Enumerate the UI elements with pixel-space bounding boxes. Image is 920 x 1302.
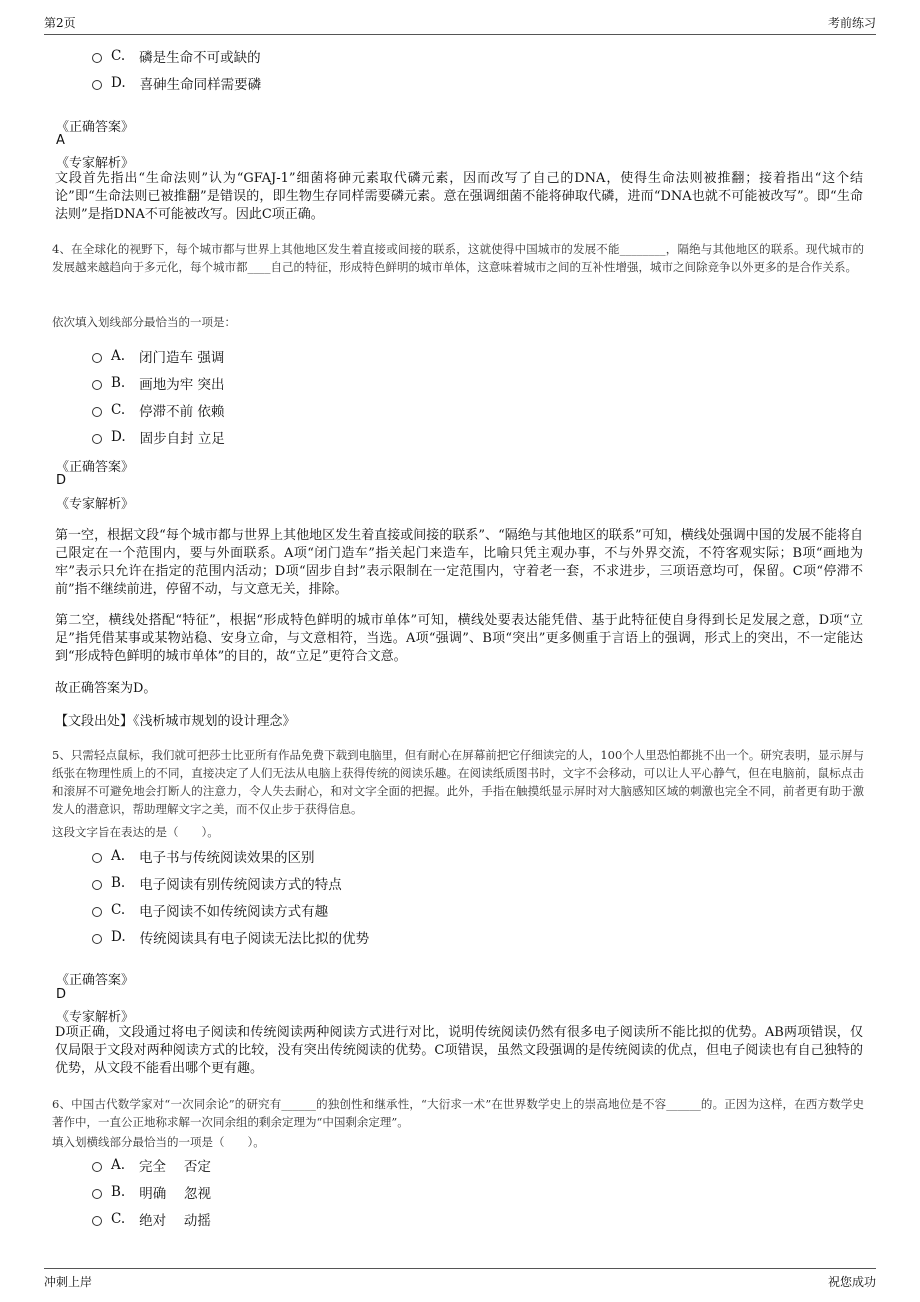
option-label: A. — [111, 1157, 126, 1173]
source-tag: 【文段出处】 — [55, 714, 134, 729]
q5-option-a[interactable] — [92, 846, 315, 866]
page-number: 第2页 — [44, 16, 76, 30]
q4-answer-title: 《正确答案》 — [56, 460, 135, 475]
q6-prompt: 填入划横线部分最恰当的一项是（ ）。 — [52, 1135, 265, 1149]
option-label: D. — [111, 429, 126, 445]
option-text: 固步自封 立足 — [139, 431, 225, 447]
option-text: 画地为牢 突出 — [139, 377, 225, 393]
q3-option-d[interactable] — [92, 73, 261, 93]
q4-option-b[interactable] — [92, 373, 225, 393]
option-text: 喜砷生命同样需要磷 — [139, 77, 262, 93]
radio-icon[interactable] — [92, 1216, 102, 1226]
q6-option-c[interactable] — [92, 1209, 211, 1229]
q4-stem: 4、在全球化的视野下，每个城市都与世界上其他地区发生着直接或间接的联系，这就使得中国城市的发展不能________，隔绝与其他地区的联系。现代城市的发展越来越趋向于多元化，每个城市都____自己的特征，形成特色鲜明的城市单体，这意味着城市之间的互补性增强，城市之间除竞争以外更多的是合作关系。 — [52, 242, 864, 274]
q4-source — [55, 713, 863, 731]
option-label: C. — [111, 48, 126, 64]
q4-analysis-p2: 第二空，横线处搭配“特征”，根据“形成特色鲜明的城市单体”可知，横线处要表达能凭借、基于此特征使自身得到长足发展之意，D项“立足”指凭借某事或某物站稳、安身立命，与文意相符，当选。A项“强调”、B项“突出”更多侧重于言语上的强调，形式上的突出，不一定能达到“形成特色鲜明的城市单体”的目的，故“立足”更符合文意。 — [55, 613, 863, 664]
q5-answer-title: 《正确答案》 — [56, 973, 135, 988]
q4-option-d[interactable] — [92, 427, 225, 447]
page-footer — [44, 1268, 876, 1293]
q4-prompt: 依次填入划线部分最恰当的一项是： — [52, 315, 236, 329]
radio-icon[interactable] — [92, 1162, 102, 1172]
radio-icon[interactable] — [92, 434, 102, 444]
radio-icon[interactable] — [92, 853, 102, 863]
q6-stem: 6、中国古代数学家对“一次同余论”的研究有______的独创性和继承性，“大衍求一术”在世界数学史上的崇高地位是不容______的。正因为这样，在西方数学史著作中，一直公正地称求解一次同余组的剩余定理为“中国剩余定理”。 — [52, 1097, 864, 1129]
page-header — [44, 12, 876, 35]
option-text: 绝对 动摇 — [139, 1213, 211, 1229]
footer-left: 冲刺上岸 — [44, 1275, 93, 1289]
q3-answer-title: 《正确答案》 — [56, 120, 135, 135]
q6-option-b[interactable] — [92, 1182, 211, 1202]
option-text: 电子书与传统阅读效果的区别 — [139, 850, 315, 866]
source-text: 《浅析城市规划的设计理念》 — [133, 714, 296, 729]
q5-analysis: D项正确，文段通过将电子阅读和传统阅读两种阅读方式进行对比，说明传统阅读仍然有很多电子阅读所不能比拟的优势。AB两项错误，仅仅局限于文段对两种阅读方式的比较，没有突出传统阅读的优势。C项错误，虽然文段强调的是传统阅读的优点，但电子阅读也有自己独特的优势，从文段不能看出哪个更有趣。 — [55, 1025, 863, 1076]
option-label: C. — [111, 902, 126, 918]
q5-option-d[interactable] — [92, 927, 369, 947]
radio-icon[interactable] — [92, 907, 102, 917]
q4-option-a[interactable] — [92, 346, 224, 366]
option-text: 磷是生命不可或缺的 — [139, 50, 261, 66]
q5-prompt: 这段文字旨在表达的是（ ）。 — [52, 825, 219, 839]
option-text: 闭门造车 强调 — [139, 350, 225, 366]
option-label: B. — [111, 875, 126, 891]
q5-analysis-title: 《专家解析》 — [56, 1010, 135, 1025]
radio-icon[interactable] — [92, 353, 102, 363]
q4-analysis-title: 《专家解析》 — [56, 497, 135, 512]
option-label: B. — [111, 375, 126, 391]
q4-answer: D — [56, 473, 67, 488]
radio-icon[interactable] — [92, 934, 102, 944]
q5-stem: 5、只需轻点鼠标，我们就可把莎士比亚所有作品免费下载到电脑里，但有耐心在屏幕前把它仔细读完的人，100个人里恐怕都挑不出一个。研究表明，显示屏与纸张在物理性质上的不同，直接决定了人们无法从电脑上获得传统的阅读乐趣。在阅读纸质图书时，文字不会移动，可以让人平心静气，但在电脑前，鼠标点击和滚屏不可避免地会打断人的注意力，令人失去耐心，和对文字全面的把握。此外，手指在触摸纸显示屏时对大脑感知区域的刺激也完全不同，前者更有助于激发人的潜意识，帮助理解文字之美，而不仅止步于获得信息。 — [52, 748, 864, 816]
footer-right: 祝您成功 — [827, 1275, 876, 1289]
option-text: 停滞不前 依赖 — [139, 404, 225, 420]
radio-icon[interactable] — [92, 80, 102, 90]
radio-icon[interactable] — [92, 880, 102, 890]
option-label: D. — [111, 929, 126, 945]
q5-option-b[interactable] — [92, 873, 342, 893]
q3-option-c[interactable] — [92, 46, 261, 66]
q5-answer: D — [56, 987, 67, 1002]
radio-icon[interactable] — [92, 53, 102, 63]
option-label: B. — [111, 1184, 126, 1200]
q3-analysis: 文段首先指出“生命法则”认为“GFAJ-1”细菌将砷元素取代磷元素，因而改写了自己的DNA，使得生命法则被推翻；接着指出“这个结论”即“生命法则已被推翻”是错误的，即生物生存同样需要磷元素。意在强调细菌不能将砷取代磷，进而“DNA也就不可能被改写”。即“生命法则”是指DNA不可能被改写。因此C项正确。 — [55, 171, 863, 222]
option-label: D. — [111, 75, 126, 91]
option-text: 电子阅读有别传统阅读方式的特点 — [139, 877, 342, 893]
q4-analysis-p3: 故正确答案为D。 — [55, 681, 157, 696]
q6-option-a[interactable] — [92, 1155, 211, 1175]
q4-analysis-p1: 第一空，根据文段“每个城市都与世界上其他地区发生着直接或间接的联系”、“隔绝与其他地区的联系”可知，横线处强调中国的发展不能将自己限定在一个范围内，要与外面联系。A项“闭门造车”指关起门来造车，比喻只凭主观办事，不与外界交流，不符客观实际；B项“画地为牢”表示只允许在指定的范围内活动；D项“固步自封”表示限制在一定范围内，守着老一套，不求进步，三项语意均可，保留。C项“停滞不前”指不继续前进，停留不动，与文意无关，排除。 — [55, 528, 863, 597]
radio-icon[interactable] — [92, 407, 102, 417]
radio-icon[interactable] — [92, 1189, 102, 1199]
radio-icon[interactable] — [92, 380, 102, 390]
option-label: C. — [111, 402, 126, 418]
q3-analysis-title: 《专家解析》 — [56, 156, 135, 171]
option-label: C. — [111, 1211, 126, 1227]
header-title: 考前练习 — [827, 16, 876, 30]
q5-option-c[interactable] — [92, 900, 328, 920]
option-label: A. — [111, 348, 126, 364]
option-text: 传统阅读具有电子阅读无法比拟的优势 — [139, 931, 370, 947]
option-text: 完全 否定 — [139, 1159, 211, 1175]
option-label: A. — [111, 848, 126, 864]
option-text: 明确 忽视 — [139, 1186, 212, 1202]
q3-answer: A — [56, 133, 65, 148]
q4-option-c[interactable] — [92, 400, 224, 420]
option-text: 电子阅读不如传统阅读方式有趣 — [139, 904, 329, 920]
